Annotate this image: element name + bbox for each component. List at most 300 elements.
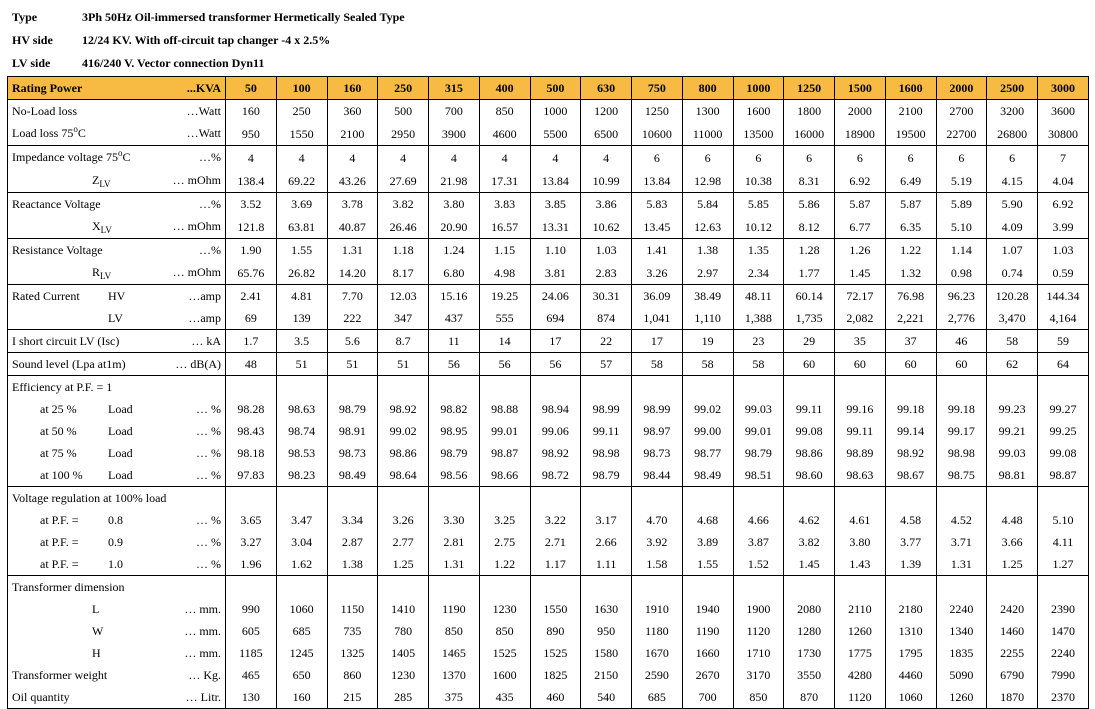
type-key: Type (12, 10, 38, 24)
value-cell: 3.81 (530, 261, 581, 285)
value-cell: 1,735 (784, 307, 835, 330)
value-cell: 5.10 (1038, 509, 1089, 531)
value-cell: 5.19 (936, 169, 987, 193)
value-cell (479, 376, 530, 399)
value-cell (226, 576, 277, 599)
value-cell: 15.16 (429, 285, 480, 308)
value-cell: 694 (530, 307, 581, 330)
value-cell: 2950 (378, 122, 429, 146)
row-label: No-Load loss (12, 104, 77, 118)
value-cell: 10600 (632, 122, 683, 146)
value-cell: 1.31 (327, 239, 378, 262)
value-cell: 5500 (530, 122, 581, 146)
value-cell (784, 376, 835, 399)
value-cell: 30800 (1038, 122, 1089, 146)
table-row (8, 464, 1089, 487)
value-cell: 3.83 (479, 193, 530, 216)
row-label: Z (92, 173, 100, 187)
value-cell: 2,221 (885, 307, 936, 330)
value-cell: 1.32 (885, 261, 936, 285)
value-cell: 40.87 (327, 215, 378, 239)
value-cell: 6790 (987, 664, 1038, 686)
value-cell: 16000 (784, 122, 835, 146)
value-cell: 6.80 (429, 261, 480, 285)
value-cell: 860 (327, 664, 378, 686)
value-cell: 98.92 (378, 398, 429, 420)
value-cell: 3.89 (682, 531, 733, 553)
value-cell: 98.88 (479, 398, 530, 420)
table-row (8, 664, 1089, 686)
value-cell: 96.23 (936, 285, 987, 308)
value-cell: 26.82 (276, 261, 327, 285)
value-cell: 1.03 (581, 239, 632, 262)
value-cell: 555 (479, 307, 530, 330)
value-cell (530, 576, 581, 599)
value-cell: 1.10 (530, 239, 581, 262)
value-cell: 4 (530, 146, 581, 170)
value-cell: 7.70 (327, 285, 378, 308)
value-cell: 58 (682, 353, 733, 376)
value-cell: 3.52 (226, 193, 277, 216)
row-label: at 75 % (40, 446, 77, 460)
value-cell: 11000 (682, 122, 733, 146)
value-cell: 500 (378, 100, 429, 123)
table-row (8, 576, 1089, 599)
row-unit: … % (196, 535, 221, 549)
value-cell: 1525 (479, 642, 530, 664)
rating-kva-header: 250 (378, 77, 429, 100)
value-cell: 3550 (784, 664, 835, 686)
value-cell (835, 487, 886, 510)
value-cell: 98.87 (1038, 464, 1089, 487)
table-row (8, 398, 1089, 420)
value-cell: 160 (226, 100, 277, 123)
value-cell: 98.18 (226, 442, 277, 464)
value-cell: 1.31 (429, 553, 480, 576)
value-cell (378, 576, 429, 599)
subscript: LV (100, 271, 112, 281)
value-cell: 65.76 (226, 261, 277, 285)
row-unit: … dB(A) (175, 357, 221, 371)
row-sublabel: LV (108, 311, 123, 325)
row-unit: …amp (188, 289, 221, 303)
value-cell: 2.77 (378, 531, 429, 553)
value-cell (479, 487, 530, 510)
value-cell: 1910 (632, 598, 683, 620)
value-cell: 700 (682, 686, 733, 709)
value-cell: 13500 (733, 122, 784, 146)
rating-kva-header: 1250 (784, 77, 835, 100)
row-unit: … mm. (184, 646, 221, 660)
value-cell: 6 (835, 146, 886, 170)
value-cell: 6 (632, 146, 683, 170)
value-cell: 99.08 (784, 420, 835, 442)
value-cell: 98.94 (530, 398, 581, 420)
value-cell (378, 487, 429, 510)
value-cell: 1730 (784, 642, 835, 664)
value-cell: 56 (429, 353, 480, 376)
value-cell: 97.83 (226, 464, 277, 487)
row-label-cell (8, 398, 226, 420)
value-cell (581, 376, 632, 399)
value-cell: 1260 (835, 620, 886, 642)
value-cell: 4,164 (1038, 307, 1089, 330)
value-cell: 465 (226, 664, 277, 686)
value-cell: 1.62 (276, 553, 327, 576)
value-cell: 2150 (581, 664, 632, 686)
table-row (8, 376, 1089, 399)
value-cell (987, 576, 1038, 599)
value-cell: 6.35 (885, 215, 936, 239)
value-cell: 250 (276, 100, 327, 123)
value-cell: 1405 (378, 642, 429, 664)
value-cell: 99.27 (1038, 398, 1089, 420)
value-cell: 17 (530, 330, 581, 353)
value-cell: 4.52 (936, 509, 987, 531)
value-cell: 4.81 (276, 285, 327, 308)
row-label-cell (8, 285, 226, 308)
row-unit: … % (196, 557, 221, 571)
value-cell: 2.81 (429, 531, 480, 553)
row-label-cell (8, 420, 226, 442)
value-cell: 3.82 (378, 193, 429, 216)
lv-side-key: LV side (12, 56, 51, 70)
value-cell: 1190 (429, 598, 480, 620)
value-cell: 3.80 (835, 531, 886, 553)
value-cell: 375 (429, 686, 480, 709)
rating-kva-header: 50 (226, 77, 277, 100)
hv-side-key: HV side (12, 33, 53, 47)
value-cell: 1300 (682, 100, 733, 123)
value-cell: 2670 (682, 664, 733, 686)
value-cell: 17 (632, 330, 683, 353)
value-cell: 2255 (987, 642, 1038, 664)
hv-side-line (12, 33, 330, 48)
value-cell: 6 (733, 146, 784, 170)
value-cell: 460 (530, 686, 581, 709)
value-cell (936, 487, 987, 510)
value-cell (733, 487, 784, 510)
value-cell: 2080 (784, 598, 835, 620)
value-cell: 1.43 (835, 553, 886, 576)
value-cell: 1,110 (682, 307, 733, 330)
value-cell: 98.66 (479, 464, 530, 487)
value-cell: 3.27 (226, 531, 277, 553)
value-cell: 1.90 (226, 239, 277, 262)
rating-kva-header: 630 (581, 77, 632, 100)
value-cell: 4.11 (1038, 531, 1089, 553)
value-cell: 5090 (936, 664, 987, 686)
value-cell: 20.90 (429, 215, 480, 239)
value-cell (378, 376, 429, 399)
value-cell: 1900 (733, 598, 784, 620)
row-label: at P.F. = (40, 535, 79, 549)
value-cell: 98.75 (936, 464, 987, 487)
value-cell: 6 (936, 146, 987, 170)
value-cell: 99.00 (682, 420, 733, 442)
rating-power-header (8, 77, 226, 100)
value-cell: 98.79 (429, 442, 480, 464)
row-label: at P.F. = (40, 557, 79, 571)
value-cell: 1.15 (479, 239, 530, 262)
row-label: at P.F. = (40, 513, 79, 527)
value-cell: 10.12 (733, 215, 784, 239)
value-cell: 4 (581, 146, 632, 170)
value-cell: 64 (1038, 353, 1089, 376)
row-unit: …amp (188, 311, 221, 325)
value-cell: 3.78 (327, 193, 378, 216)
value-cell (479, 576, 530, 599)
value-cell: 4 (479, 146, 530, 170)
value-cell: 1.35 (733, 239, 784, 262)
row-unit: … mOhm (172, 265, 221, 279)
value-cell (885, 376, 936, 399)
value-cell: 1465 (429, 642, 480, 664)
value-cell: 98.97 (632, 420, 683, 442)
value-cell: 437 (429, 307, 480, 330)
value-cell: 3.65 (226, 509, 277, 531)
table-row (8, 330, 1089, 353)
value-cell: 1835 (936, 642, 987, 664)
value-cell: 685 (632, 686, 683, 709)
row-unit: … % (196, 424, 221, 438)
value-cell: 99.14 (885, 420, 936, 442)
value-cell: 685 (276, 620, 327, 642)
value-cell: 59 (1038, 330, 1089, 353)
table-row (8, 285, 1089, 308)
value-cell: 1.52 (733, 553, 784, 576)
value-cell (733, 376, 784, 399)
value-cell: 98.56 (429, 464, 480, 487)
value-cell: 60 (835, 353, 886, 376)
value-cell: 1.38 (327, 553, 378, 576)
value-cell: 850 (733, 686, 784, 709)
value-cell: 1325 (327, 642, 378, 664)
row-label-cell (8, 215, 226, 239)
row-label: Reactance Voltage (12, 197, 101, 211)
value-cell: 222 (327, 307, 378, 330)
value-cell: 26.46 (378, 215, 429, 239)
value-cell: 1370 (429, 664, 480, 686)
value-cell: 780 (378, 620, 429, 642)
value-cell: 3.92 (632, 531, 683, 553)
value-cell: 1.58 (632, 553, 683, 576)
value-cell: 1060 (276, 598, 327, 620)
row-label-cell (8, 193, 226, 216)
value-cell: 2180 (885, 598, 936, 620)
value-cell: 4.48 (987, 509, 1038, 531)
value-cell: 98.23 (276, 464, 327, 487)
table-row (8, 215, 1089, 239)
value-cell: 3.66 (987, 531, 1038, 553)
row-label-cell (8, 146, 226, 170)
row-unit: … % (196, 468, 221, 482)
value-cell: 99.17 (936, 420, 987, 442)
table-row (8, 553, 1089, 576)
value-cell (936, 376, 987, 399)
value-cell: 6 (885, 146, 936, 170)
value-cell: 1870 (987, 686, 1038, 709)
row-label-cell (8, 169, 226, 193)
value-cell: 12.03 (378, 285, 429, 308)
value-cell: 1.25 (378, 553, 429, 576)
value-cell: 8.17 (378, 261, 429, 285)
value-cell: 950 (226, 122, 277, 146)
value-cell: 850 (479, 100, 530, 123)
row-label-cell (8, 686, 226, 709)
value-cell: 3.80 (429, 193, 480, 216)
value-cell: 1190 (682, 620, 733, 642)
value-cell: 1.24 (429, 239, 480, 262)
value-cell: 6 (682, 146, 733, 170)
value-cell: 98.51 (733, 464, 784, 487)
value-cell: 98.79 (581, 464, 632, 487)
value-cell: 138.4 (226, 169, 277, 193)
rating-kva-header: 400 (479, 77, 530, 100)
value-cell: 14.20 (327, 261, 378, 285)
table-row (8, 353, 1089, 376)
value-cell: 1460 (987, 620, 1038, 642)
value-cell: 1580 (581, 642, 632, 664)
value-cell: 1150 (327, 598, 378, 620)
value-cell: 2.83 (581, 261, 632, 285)
value-cell (581, 487, 632, 510)
value-cell: 43.26 (327, 169, 378, 193)
value-cell: 10.62 (581, 215, 632, 239)
value-cell: 99.23 (987, 398, 1038, 420)
value-cell: 1600 (733, 100, 784, 123)
value-cell: 1.11 (581, 553, 632, 576)
value-cell: 99.03 (733, 398, 784, 420)
value-cell: 58 (987, 330, 1038, 353)
table-row (8, 169, 1089, 193)
value-cell (1038, 487, 1089, 510)
type-value: 3Ph 50Hz Oil-immersed transformer Hermetically Sealed Type (82, 10, 405, 24)
value-cell: 1230 (378, 664, 429, 686)
value-cell: 98.73 (632, 442, 683, 464)
value-cell: 1.45 (784, 553, 835, 576)
value-cell: 3.87 (733, 531, 784, 553)
value-cell: 98.79 (733, 442, 784, 464)
value-cell (1038, 576, 1089, 599)
value-cell: 98.95 (429, 420, 480, 442)
value-cell: 1.26 (835, 239, 886, 262)
value-cell (276, 376, 327, 399)
value-cell: 0.98 (936, 261, 987, 285)
value-cell: 98.86 (378, 442, 429, 464)
value-cell: 98.72 (530, 464, 581, 487)
row-label: L (92, 602, 100, 616)
value-cell: 13.84 (632, 169, 683, 193)
value-cell: 98.28 (226, 398, 277, 420)
value-cell: 1550 (276, 122, 327, 146)
value-cell: 5.86 (784, 193, 835, 216)
row-label-cell (8, 576, 226, 599)
value-cell: 56 (479, 353, 530, 376)
row-label: Oil quantity (12, 690, 70, 704)
value-cell: 3.04 (276, 531, 327, 553)
value-cell: 98.79 (327, 398, 378, 420)
value-cell: 51 (378, 353, 429, 376)
value-cell: 1340 (936, 620, 987, 642)
value-cell: 10.99 (581, 169, 632, 193)
value-cell: 0.59 (1038, 261, 1089, 285)
value-cell: 60 (936, 353, 987, 376)
row-label-cell (8, 553, 226, 576)
table-row (8, 122, 1089, 146)
value-cell: 23 (733, 330, 784, 353)
row-label: at 25 % (40, 402, 77, 416)
value-cell: 3,470 (987, 307, 1038, 330)
rating-unit: ...KVA (186, 81, 221, 95)
row-unit: … % (196, 402, 221, 416)
value-cell (1038, 376, 1089, 399)
value-cell: 16.57 (479, 215, 530, 239)
rating-header-row (8, 77, 1089, 100)
value-cell: 540 (581, 686, 632, 709)
value-cell (835, 376, 886, 399)
row-sublabel: 0.9 (108, 535, 123, 549)
value-cell (632, 576, 683, 599)
row-label-cell (8, 620, 226, 642)
value-cell: 24.06 (530, 285, 581, 308)
row-label-cell (8, 353, 226, 376)
value-cell: 69.22 (276, 169, 327, 193)
value-cell (835, 576, 886, 599)
value-cell (987, 376, 1038, 399)
row-unit: …% (199, 150, 221, 164)
value-cell: 58 (733, 353, 784, 376)
value-cell: 2370 (1038, 686, 1089, 709)
value-cell: 700 (429, 100, 480, 123)
value-cell: 99.16 (835, 398, 886, 420)
value-cell: 99.03 (987, 442, 1038, 464)
value-cell: 99.18 (936, 398, 987, 420)
value-cell: 99.01 (479, 420, 530, 442)
value-cell: 48.11 (733, 285, 784, 308)
value-cell: 1.39 (885, 553, 936, 576)
value-cell: 99.06 (530, 420, 581, 442)
value-cell: 1.55 (276, 239, 327, 262)
value-cell: 1710 (733, 642, 784, 664)
value-cell: 2.75 (479, 531, 530, 553)
value-cell: 3170 (733, 664, 784, 686)
lv-side-value: 416/240 V. Vector connection Dyn11 (82, 56, 265, 70)
row-label: Voltage regulation at 100% load (12, 491, 167, 505)
value-cell: 36.09 (632, 285, 683, 308)
rating-kva-header: 1500 (835, 77, 886, 100)
rating-kva-header: 1600 (885, 77, 936, 100)
value-cell: 2.87 (327, 531, 378, 553)
value-cell: 6500 (581, 122, 632, 146)
value-cell: 58 (632, 353, 683, 376)
value-cell: 1825 (530, 664, 581, 686)
value-cell: 1310 (885, 620, 936, 642)
value-cell: 870 (784, 686, 835, 709)
value-cell: 950 (581, 620, 632, 642)
value-cell: 1.25 (987, 553, 1038, 576)
value-cell: 35 (835, 330, 886, 353)
value-cell: 4 (327, 146, 378, 170)
value-cell: 1280 (784, 620, 835, 642)
value-cell: 99.25 (1038, 420, 1089, 442)
table-row (8, 487, 1089, 510)
value-cell (276, 576, 327, 599)
value-cell: 1670 (632, 642, 683, 664)
value-cell: 1.28 (784, 239, 835, 262)
rating-kva-header: 750 (632, 77, 683, 100)
value-cell: 60 (784, 353, 835, 376)
